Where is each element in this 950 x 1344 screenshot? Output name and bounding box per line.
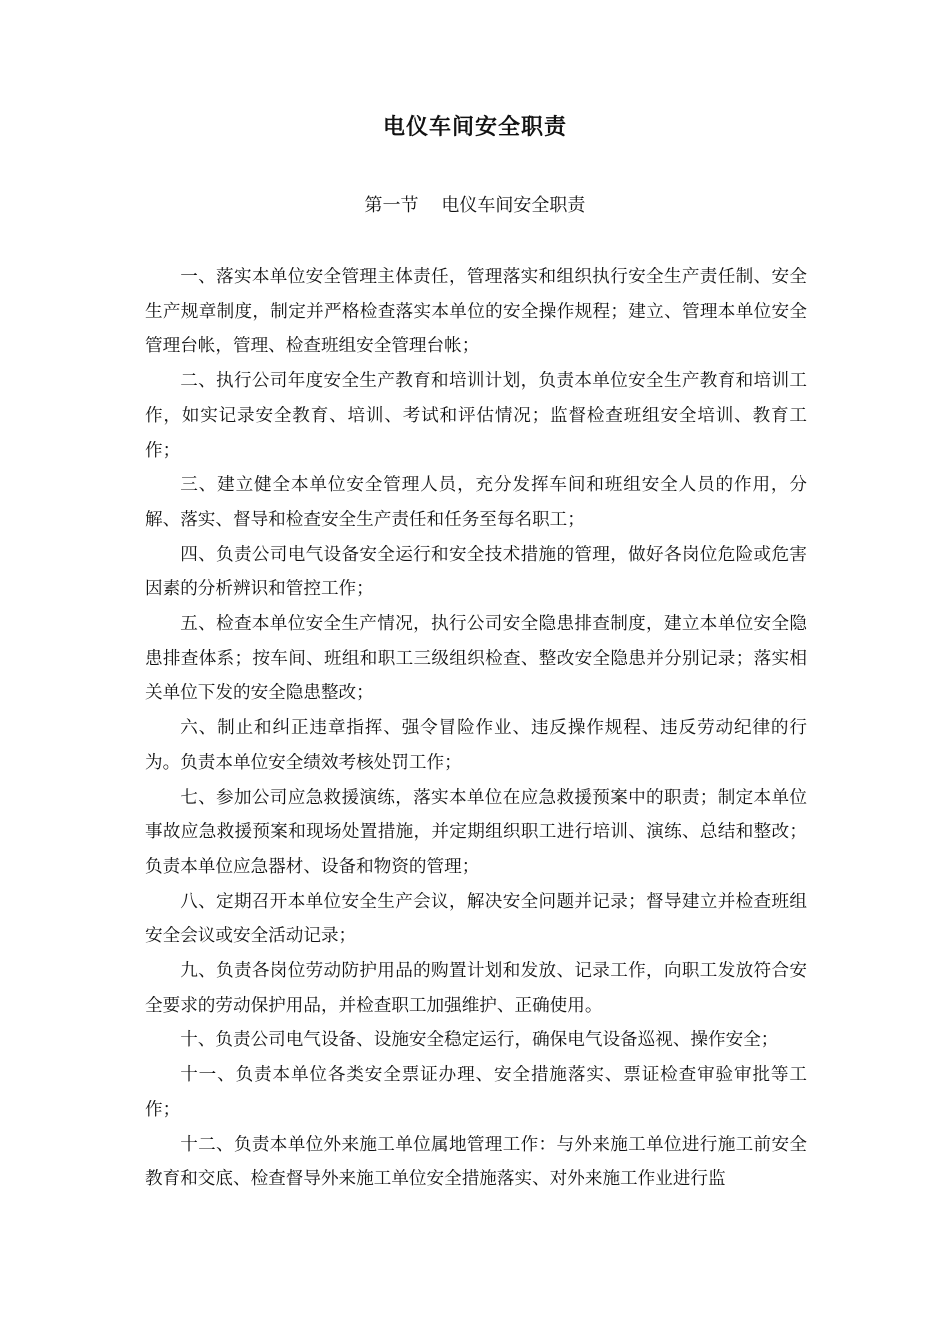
paragraph-2: 二、执行公司年度安全生产教育和培训计划，负责本单位安全生产教育和培训工作，如实记录安全教育、培训、考试和评估情况；监督检查班组安全培训、教育工作； xyxy=(145,371,807,461)
paragraph-12: 十二、负责本单位外来施工单位属地管理工作：与外来施工单位进行施工前安全教育和交底、检查督导外来施工单位安全措施落实、对外来施工作业进行监 xyxy=(145,1134,807,1190)
paragraph-7: 七、参加公司应急救援演练，落实本单位在应急救援预案中的职责；制定本单位事故应急救援预案和现场处置措施，并定期组织职工进行培训、演练、总结和整改；负责本单位应急器材、设备和物资的管理； xyxy=(145,787,807,877)
paragraph-1: 一、落实本单位安全管理主体责任，管理落实和组织执行安全生产责任制、安全生产规章制度，制定并严格检查落实本单位的安全操作规程；建立、管理本单位安全管理台帐，管理、检查班组安全管理台帐； xyxy=(145,267,807,357)
paragraph-10: 十、负责公司电气设备、设施安全稳定运行，确保电气设备巡视、操作安全； xyxy=(180,1030,779,1051)
paragraph-5: 五、检查本单位安全生产情况，执行公司安全隐患排查制度，建立本单位安全隐患排查体系；按车间、班组和职工三级组织检查、整改安全隐患并分别记录；落实相关单位下发的安全隐患整改； xyxy=(145,614,807,704)
document-body xyxy=(145,260,807,1197)
paragraph-9: 九、负责各岗位劳动防护用品的购置计划和发放、记录工作，向职工发放符合安全要求的劳动保护用品，并检查职工加强维护、正确使用。 xyxy=(145,961,807,1016)
paragraph-4: 四、负责公司电气设备安全运行和安全技术措施的管理，做好各岗位危险或危害因素的分析辨识和管控工作； xyxy=(145,544,807,600)
document-title: 电仪车间安全职责 xyxy=(382,115,567,140)
paragraph-3: 三、建立健全本单位安全管理人员，充分发挥车间和班组安全人员的作用，分解、落实、督导和检查安全生产责任和任务至每名职工； xyxy=(145,475,807,530)
section-heading: 第一节 电仪车间安全职责 xyxy=(364,195,586,216)
paragraph-8: 八、定期召开本单位安全生产会议，解决安全问题并记录；督导建立并检查班组安全会议或安全活动记录； xyxy=(145,891,807,947)
paragraph-6: 六、制止和纠正违章指挥、强令冒险作业、违反操作规程、违反劳动纪律的行为。负责本单位安全绩效考核处罚工作； xyxy=(145,718,807,773)
paragraph-11: 十一、负责本单位各类安全票证办理、安全措施落实、票证检查审验审批等工作； xyxy=(145,1065,807,1120)
